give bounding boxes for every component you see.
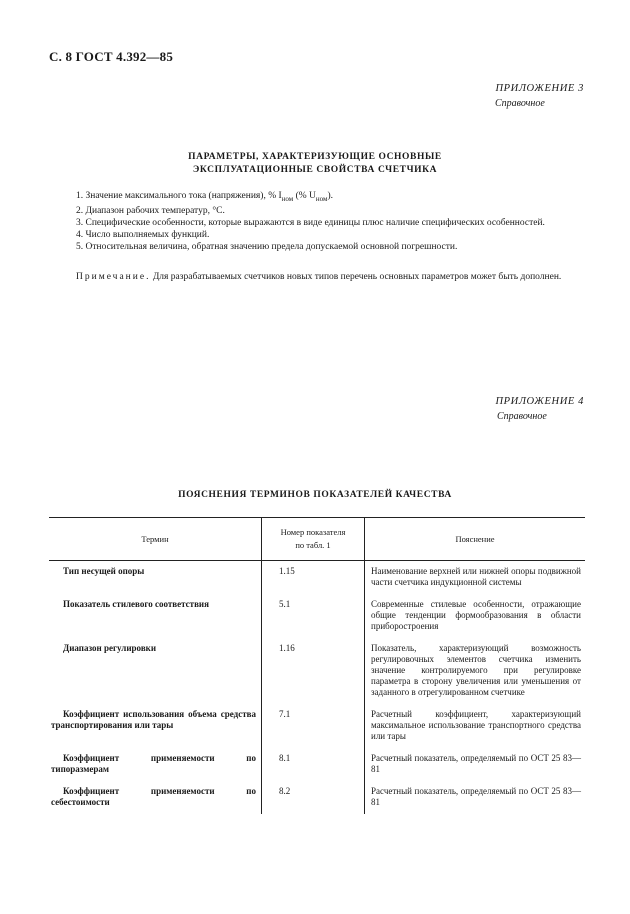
- term-text: Диапазон регулировки: [63, 643, 157, 653]
- column-header-number-line2: по табл. 1: [295, 540, 331, 550]
- term-cell: [49, 748, 262, 781]
- appendix-3-type: Справочное: [495, 98, 545, 109]
- parameter-item-1-suffix: ).: [327, 191, 333, 201]
- term-text: Показатель стилевого соответствия: [63, 599, 209, 609]
- term-text: Коэффициент использования объема средства транспортирования или тары: [51, 709, 256, 730]
- parameter-item-1-sub2: ном: [315, 194, 328, 203]
- term-cell: [49, 781, 262, 814]
- parameter-item-1-mid: (% U: [293, 191, 316, 201]
- parameter-item-1: [49, 190, 584, 205]
- term-cell: [49, 594, 262, 638]
- table-row: [49, 594, 585, 638]
- column-header-explanation: Пояснение: [365, 518, 586, 561]
- column-header-number: [262, 518, 365, 561]
- number-cell: 8.2: [262, 781, 365, 814]
- explanation-cell: Показатель, характеризующий возможность регулировочных элементов счетчика изменить значение контролируемого при регулировке параметра в сторону увеличения или уменьшения от заданного в отрегулированном счетчике: [365, 638, 586, 704]
- appendix-4-type: Справочное: [497, 411, 547, 422]
- column-header-number-line1: Номер показателя: [280, 527, 346, 537]
- appendix-3-label: ПРИЛОЖЕНИЕ 3: [495, 83, 584, 94]
- parameter-item-2: 2. Диапазон рабочих температур, °С.: [76, 205, 225, 216]
- appendix-3-title-line2: ЭКСПЛУАТАЦИОННЫЕ СВОЙСТВА СЧЕТЧИКА: [192, 165, 438, 175]
- appendix-4-label: ПРИЛОЖЕНИЕ 4: [495, 396, 584, 407]
- appendix-4-title: ПОЯСНЕНИЯ ТЕРМИНОВ ПОКАЗАТЕЛЕЙ КАЧЕСТВА: [178, 490, 452, 500]
- parameter-item-3: 3. Специфические особенности, которые выражаются в виде единицы плюс наличие специфических особенностей.: [76, 217, 545, 228]
- column-header-term: Термин: [49, 518, 262, 561]
- note-label: Примечание.: [76, 272, 151, 282]
- table-row: [49, 781, 585, 814]
- number-cell: 5.1: [262, 594, 365, 638]
- table-row: [49, 748, 585, 781]
- term-text: Коэффициент применяемости по себестоимости: [51, 786, 256, 807]
- parameter-item-4: 4. Число выполняемых функций.: [76, 229, 210, 240]
- table-row: [49, 561, 585, 595]
- table-row: [49, 704, 585, 748]
- number-cell: 8.1: [262, 748, 365, 781]
- explanation-cell: Наименование верхней или нижней опоры подвижной части счетчика индукционной системы: [365, 561, 586, 595]
- table-row: [49, 638, 585, 704]
- parameters-list: [49, 190, 584, 253]
- parameter-item-1-prefix: 1. Значение максимального тока (напряжения), % I: [76, 191, 282, 201]
- parameter-item-5: 5. Относительная величина, обратная значению предела допускаемой основной погрешности.: [76, 241, 458, 252]
- explanation-cell: Расчетный показатель, определяемый по ОСТ 25 83—81: [365, 748, 586, 781]
- number-cell: 1.15: [262, 561, 365, 595]
- term-text: Коэффициент применяемости по типоразмерам: [51, 753, 256, 774]
- term-text: Тип несущей опоры: [63, 566, 145, 576]
- appendix-3-title-line1: ПАРАМЕТРЫ, ХАРАКТЕРИЗУЮЩИЕ ОСНОВНЫЕ: [188, 152, 442, 162]
- appendix-3-title: [40, 151, 590, 177]
- terms-table: [49, 517, 585, 814]
- parameter-item-1-sub1: ном: [281, 194, 294, 203]
- note-text: Для разрабатываемых счетчиков новых типов перечень основных параметров может быть дополнен.: [150, 272, 562, 282]
- table-header-row: [49, 518, 585, 561]
- number-cell: 7.1: [262, 704, 365, 748]
- page-header: С. 8 ГОСТ 4.392—85: [49, 49, 174, 64]
- explanation-cell: Расчетный показатель, определяемый по ОСТ 25 83—81: [365, 781, 586, 814]
- number-cell: 1.16: [262, 638, 365, 704]
- term-cell: [49, 638, 262, 704]
- explanation-cell: Расчетный коэффициент, характеризующий максимальное использование транспортного средства или тары: [365, 704, 586, 748]
- appendix-3-note: [49, 271, 584, 283]
- explanation-cell: Современные стилевые особенности, отражающие общие тенденции формообразования в области приборостроения: [365, 594, 586, 638]
- term-cell: [49, 561, 262, 595]
- term-cell: [49, 704, 262, 748]
